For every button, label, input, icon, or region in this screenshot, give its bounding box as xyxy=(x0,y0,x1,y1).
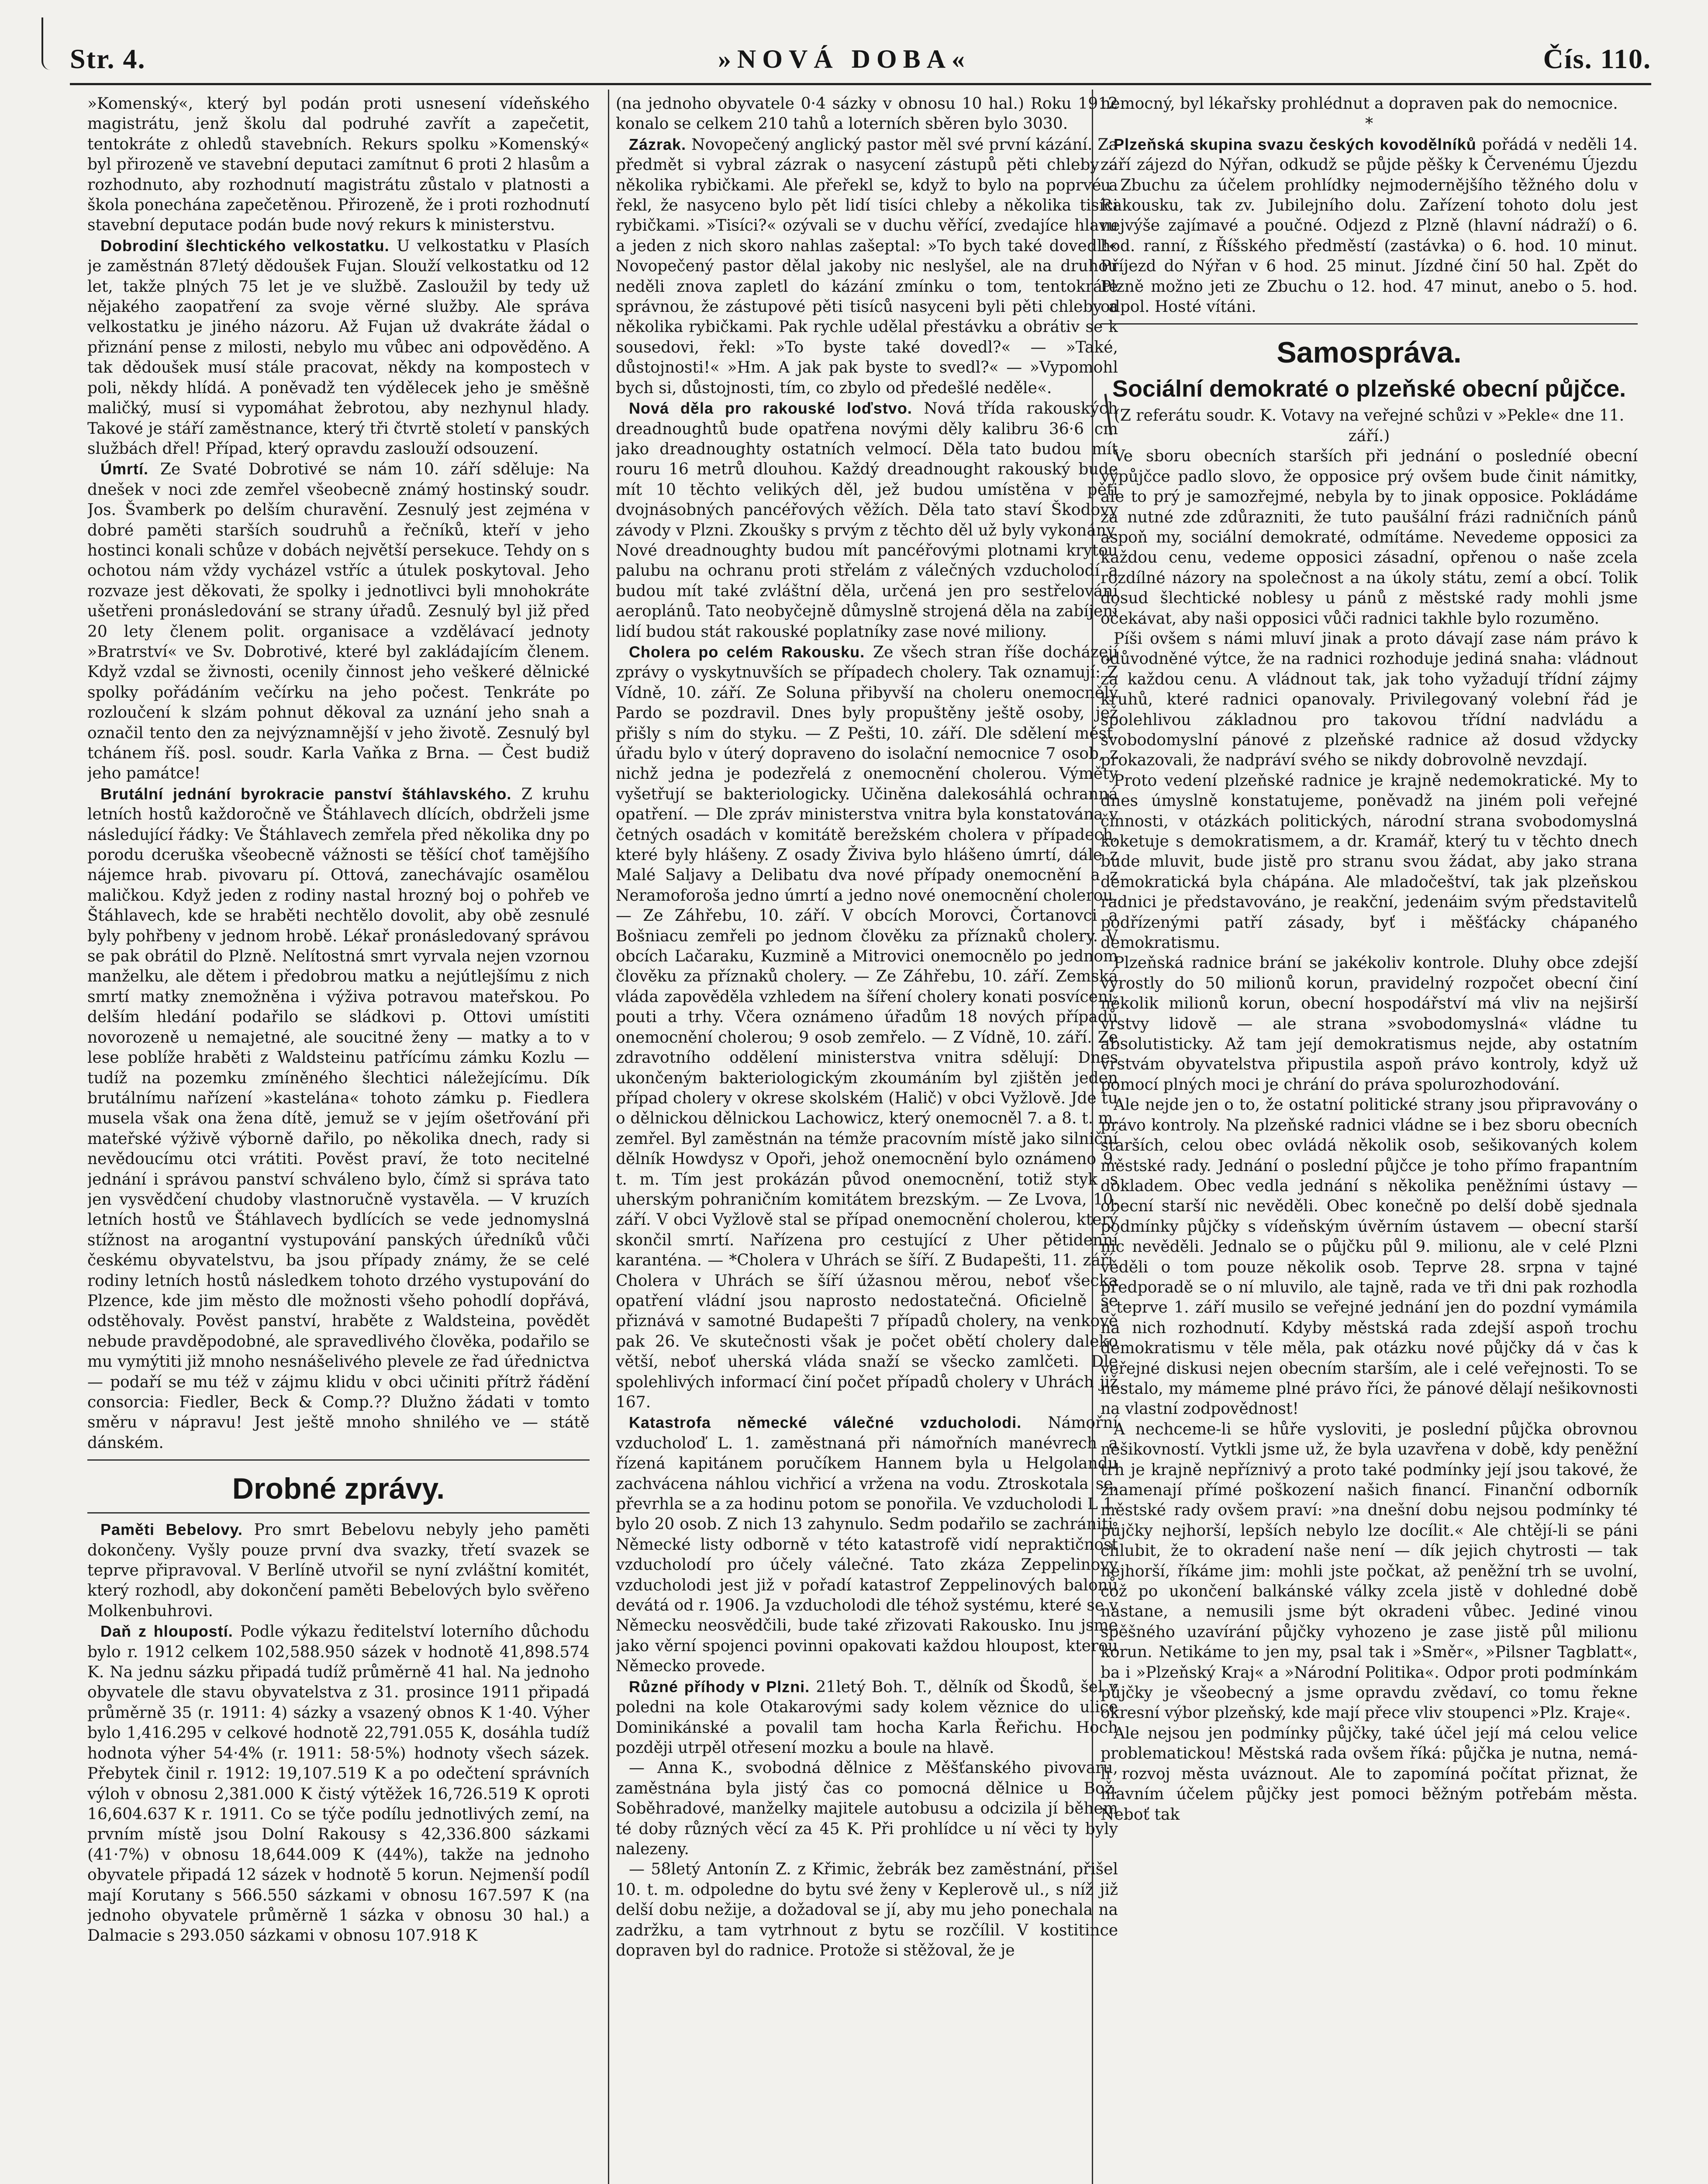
article-heading: Paměti Bebelovy. xyxy=(100,1521,243,1539)
article-text: Ze všech stran říše docházejí zprávy o vyskytnuvších se případech cholery. Tak oznamují: Z Vídně, 10. září. Ze Soluna přibyvší na choleru onemocnělý Pardo se pozdravil. Dnes byly propuštěny ještě osoby, jež přišly s ním do styku. — Z Pešti, 10. září. Dle sdělení měst. úřadu bylo v úterý dopraveno do isolační nemocnice 7 osob, z nichž jedna je podezřelá z onemocnění cholerou. Výměty vyšetřují se bakteriologicky. Učiněna dalekosáhlá ochranná opatření. — Dle zpráv ministerstva vnitra byla konstatována v četných osadách v komitátě berežském cholera v případech, které byly hlášeny. Z osady Živiva bylo hlášeno úmrtí, dále z Malé Saljavy a Delibatu dva nové případy onemocnění a z Neramoforoša jedno úmrtí a jedno nové onemocnění cholerou. — Ze Záhřebu, 10. září. V obcích Morovci, Čortanovci a Bošniacu zemřeli po jednom člověku za příznaků cholery. V obcích Lačaraku, Kuzmině a Mitrovici onemocnělo po jednom člověku za příznaků cholery. — Ze Záhřebu, 10. září. Zemská vláda zapověděla vzhledem na šíření cholery konati posvícení, pouti a trhy. Včera oznámeno úřadům 18 nových případů onemocnění cholerou; 9 osob zemřelo. — Z Vídně, 10. září. Ze zdravotního oddělení ministerstva vnitra sdělují: Dnes ukončeným bakteriologickým zkoumáním byl zjištěn jeden případ cholery v okrese skolském (Halič) v obci Vyžlově. Jde tu o dělnickou dělnickou Lachowicz, který onemocněl 7. a 8. t. m. zemřel. Byl zaměstnán na témže pracovním místě jako silniční dělník Howdysz v Opoři, jehož onemocnění bylo oznámeno 9. t. m. Tím jest prokázán původ onemocnění, totiž styk s uherským pohraničním komitátem brezským. — Ze Lvova, 10. září. V obci Vyžlově stal se případ onemocnění cholerou, který skončil smrtí. Nařízena pro cestující z Uher pětidenní karanténa. — *Cholera v Uhrách se šíří. Z Budapešti, 11. září. Cholera v Uhrách se šíří úžasnou měrou, neboť všecka opatření vládní jsou naprosto nedostatečná. Oficielně se přiznává v samotné Budapešti 7 případů cholery, na venkově pak 26. Ve skutečnosti však je počet obětí cholery daleko větší, neboť uherská vláda snaží se všecko zamlčeti. Dle spolehlivých informací činí počet případů cholery v Uhrách již 167. xyxy=(616,643,1118,1411)
separator-star: * xyxy=(1365,115,1373,133)
article-text: nemocný, byl lékařsky prohlédnut a dopraven pak do nemocnice. xyxy=(1101,95,1618,113)
article-text: Z kruhu letních hostů každoročně ve Štáhlavech dlících, obdrželi jsme následující řádky: Ve Štáhlavech zemřela před několika dny po porodu dceruška všeobecně vážnosti se těšící choť tamějšího nájemce hrab. pivovaru pí. Ottová, zanechávajíc osamělou maličkou. Když jeden z rodiny nastal hrozný boj o pohřeb ve Štáhlavech, kde se hraběti nechtělo dovolit, aby obě zesnulé byly pohřbeny v jednom hrobě. Lékař pronásledovaný správou se pak obrátil do Plzně. Nelítostná smrt vyrvala nejen vzornou manželku, ale dětem i předobrou matku a nejútlejšímu z nich smrtí matky znemožněna i výživa potravou mateřskou. Po delším hledání podařilo se sládkovi p. Ottovi umístiti novorozeně u nemajetné, ale soucitné ženy — matky a to v lese poblíže hraběti z Waldsteinu patřícímu zámku Kozlu — tudíž na pozemku zmíněného šlechtici náležejícímu. Dík brutálnímu nařízení »kastelána« tohoto zámku p. Fiedlera musela však ona žena dítě, jemuž se v jejím ošetřování při mateřské výživě výborně dařilo, po několika dnech, rady si nevědoucímu otci vrátiti. Pověst praví, že toto necitelné jednání i správou panství schváleno bylo, čímž si správa tato jen vysvědčení chudoby vlastnoručně vystavěla. — V kruzích letních hostů ve Štáhlavech bydlících se vede jednomyslná stížnost na arogantní vystupování panských úředníků vůči českému obyvatelstvu, ba jsou případy známy, že se celé rodiny letních hostů následkem tohoto drzého vystupování do Plzence, kde jim město dle možnosti všeho pohodlí dopřává, odstěhovaly. Pověst panství, hraběte z Waldsteina, povědět nebude pravděpodobné, ale spravedlivého člověka, podařilo se mu vymýtiti již mnoho nesnášelivého plevele ze řad úřednictva — podaří se mu též v zájmu klidu v obci učiniti přítrž řádění consorcia: Fiedler, Beck & Comp.?? Dlužno žádati v tomto směru v nápravu! Jest ještě mnoho shnilého ve — státě dánském. xyxy=(87,785,590,1452)
article-heading: Plzeňská skupina svazu českých kovodělníků xyxy=(1114,135,1477,153)
article-text: Pro smrt Bebelovu nebyly jeho paměti dokončeny. Vyšly pouze první dva svazky, třetí svazek se teprve připravoval. V Berlíně utvořil se nyní zvláštní komitét, který rozhodl, aby dokončení paměti Bebelových bylo svěřeno Molkenbuhrovi. xyxy=(87,1521,590,1620)
issue-number: Čís. 110. xyxy=(1543,43,1651,74)
margin-pencil-mark xyxy=(41,17,54,70)
article-heading: Dobrodiní šlechtického velkostatku. xyxy=(100,236,390,255)
article-body xyxy=(87,459,590,784)
section-title: Drobné zprávy. xyxy=(232,1472,445,1506)
article-heading: Brutální jednání byrokracie panství štáhlavského. xyxy=(100,784,512,803)
header-rule xyxy=(70,83,1651,85)
article-text: Podle výkazu ředitelství loterního důchodu bylo r. 1912 celkem 102,588.950 sázek v hodnotě 41,898.574 K. Na jednu sázku připadá tudíž průměrně 41 hal. Na jednoho obyvatele dle stavu obyvatelstva z 31. prosince 1911 připadá průměrně 35 (r. 1911: 4) sázky a vsazený obnos K 1·40. Výher bylo 1,416.295 v celkové hodnotě 22,791.055 K, dosáhla tudíž hodnota výher 54·4% (r. 1911: 58·5%) hodnoty všech sázek. Přebytek činil r. 1912: 19,107.519 K a po odečtení správních výloh v obnosu 2,381.000 K čistý výtěžek 16,726.519 K oproti 16,604.637 K r. 1911. Co se týče podílu jednotlivých zemí, na prvním místě jsou Dolní Rakousy s 42,336.800 sázkami (41·7%) v obnosu 18,644.009 K (44%), takže na jednoho obyvatele připadá 12 sázek v hodnotě 5 korun. Nejmenší podíl mají Korutany s 566.550 sázkami v obnosu 167.597 K (na jednoho obyvatele průměrně 1 sázka v obnosu 30 hal.) a Dalmacie s 293.050 sázkami v obnosu 107.918 K xyxy=(87,1623,590,1945)
article-body xyxy=(616,398,1118,642)
article-heading: Cholera po celém Rakousku. xyxy=(629,643,865,661)
article-body xyxy=(1101,135,1638,318)
article-body xyxy=(616,642,1118,1413)
section-rule xyxy=(87,1512,590,1514)
article-text: Ale nejde jen o to, že ostatní politické strany jsou připravovány o právo kontroly. Na plzeňské radnici vládne se i bez sboru obecních starších, celou obec ovládá několik osob, sešikovaných kolem městské rady. Jednání o poslední půjčce je toho přímo frapantním dokladem. Obec vedla jednání s několika peněžními ústavy — obecní starší nic nevěděli. Obec konečně po delší době sjednala podmínky půjčky s vídeňským úvěrním ústavem — obecní starší nic nevěděli. Jednalo se o půjčku půl 9. milionu, ale v celé Plzni věděli o tom pouze několik osob. Teprve 28. srpna v tajné předporadě se o ní mluvilo, ale tajně, rada ve tři dni pak rozhodla a teprve 1. září musilo se veřejné jednání jen do pozdní vymámila na nich rozhodnutí. Kdyby městská rada zdejší aspoň trochu demokratismu v těle měla, pak otázku nové půjčky dá v čas k veřejné diskusi nejen obecním starším, ale i celé veřejnosti. To se nestalo, my mámeme plné právo říci, že pánové dělají nešikovnosti na vlastní zodpovědnost! xyxy=(1101,1096,1638,1418)
article-heading: Nová děla pro rakouské loďstvo. xyxy=(629,399,912,418)
article-text: Ale nejsou jen podmínky půjčky, také účel její má celou velice problematickou! Městská rada ovšem říká: půjčka je nutna, nemá-li rozvoj města uváznout. Ale to zapomíná počítat přiznat, že hlavním účelem půjčky jest pomoci běžným potřebám města. Neboť tak xyxy=(1101,1724,1638,1824)
article-body xyxy=(616,1413,1118,1676)
page-number: Str. 4. xyxy=(70,43,146,74)
article-text: Novopečený anglický pastor měl své první kázání. Za předmět si vybral zázrak o nasycení zástupů pěti chleby a několika rybičkami. Ale přeřekl se, když to bylo na poprvé a řekl, že nasyceno bylo pět lidí tisíci chleby a několika tisíci rybičkami. »Tisíci?« ozývali se v duchu věřící, zvedajíce hlavu a jeden z nich skoro nahlas zašeptal: »To bych také dovedl!« Novopečený pastor dělal jakoby nic neslyšel, ale na druhou neděli znova zapletl do kázání zmínku o tom, tentokráte správnou, že zástupové pěti tisíců nasyceni byli pěti chleby a několika rybičkami. Pak rychle udělal přestávku a obrátiv se k sousedovi, řekl: »To byste také dovedl?« — »Také, důstojnosti!« »Hm. A jak pak byste to svedl?« — »Vypomohl bych si, důstojnosti, tím, co zbylo od předešlé neděle«. xyxy=(616,135,1118,397)
section-rule xyxy=(87,1459,590,1461)
section-rule xyxy=(1101,323,1638,325)
article-heading: Různé příhody v Plzni. xyxy=(629,1677,810,1696)
article-byline: (Z referátu soudr. K. Votavy na veřejné schůzi v »Pekle« dne 11. září.) xyxy=(1114,407,1625,445)
article-text: Ze Svaté Dobrotivé se nám 10. září sděluje: Na dnešek v noci zde zemřel všeobecně známý hostinský soudr. Jos. Švamberk po delším churavění. Zesnulý jest zejména v dobré paměti starších soudruhů a řečníků, kteří v jeho hostinci konali schůze v dobách největší persekuce. Tehdy on s ochotou nám vždy vycházel vstříc a útulek poskytoval. Jeho rozvaze jest děkovati, že spolky i jednotlivci byli mnohokráte ušetřeni pronásledování se strany úřadů. Zesnulý byl již před 20 lety členem polit. organisace a vzdělávací jednoty »Bratrství« ve Sv. Dobrotivé, které byl zakládajícím členem. Když vzdal se živnosti, ocenily činnost jeho veškeré dělnické spolky pořádáním večírku na jeho počest. Tenkráte po rozloučení k slzám pohnut děkoval za uznání jeho snah a označil tento den za nejvýznamnější v jeho životě. Zesnulý byl tchánem říš. posl. soudr. Karla Vaňka z Brna. — Čest budiž jeho památce! xyxy=(87,460,590,783)
article-heading: Zázrak. xyxy=(629,135,687,153)
article-text: Proto vedení plzeňské radnice je krajně nedemokratické. My to dnes úmyslně konstatujeme, poněvadž na jiném poli veřejné činnosti, v otázkách politických, národní strana svobodomyslná koketuje s demokratismem, a dr. Kramář, který tu v těchto dnech bude mluvit, bude jistě pro stranu svou žádat, aby jako strana demokratická byla chápána. Ale mladočeštví, tak jak plzeňskou radnici je představováno, je reakční, jedenáim svým představitelů podřízenými patří zásady, byť i měšťácky chápaného demokratismu. xyxy=(1101,771,1638,952)
article-text: — Anna K., svobodná dělnice z Měšťanského pivovaru, zaměstnána byla jistý čas co pomocná dělnice u Bož. Soběhradové, manželky majitele autobusu a odcizila jí během té doby různých věcí za 45 K. Při prohlídce u ní věci ty byly nalezeny. xyxy=(616,1759,1118,1858)
article-text: (na jednoho obyvatele 0·4 sázky v obnosu 10 hal.) Roku 1912 konalo se celkem 210 tahů a loterních sběren bylo 3030. xyxy=(616,95,1118,133)
column-2 xyxy=(616,94,1118,2184)
article-text: Ve sboru obecních starších při jednání o posledníé obecní výpůjčce padlo slovo, že opposice prý ovšem bude činit námitky, ale to prý je samozřejmé, nebyla by to jinak opposice. Pokládáme za nutné zde zdůrazniti, že tuto paušální frázi radničních pánů aspoň my, sociální demokraté, odmítáme. Nevedeme opposici za každou cenu, vedeme opposici zásadní, opřenou o naše zcela rozdílné názory na společnost a na úkoly státu, zemí a obcí. Tolik dosud šlechtické noblesy u pánů z městské rady mohli jsme očekávat, aby naši opposici vůči radnici takhle bylo rozuměno. xyxy=(1101,447,1638,628)
article-body xyxy=(87,1520,590,1621)
article-text: »Komenský«, který byl podán proti usnesení vídeňského magistrátu, jenž školu dal podruhé zavřít a zapečetit, tentokráte z ohledů stavebních. Rekurs spolku »Komenský« byl přirozeně ve stavební deputaci zamítnut 6 proti 2 hlasům a rozhodnuto, aby rozhodnutí magistrátu zůstalo v platnosti a škola ponechána zapečetěnou. Přirozeně, že i proti rozhodnutí stavební deputace podán bude nový rekurs k ministerstvu. xyxy=(87,95,590,235)
section-title: Samospráva. xyxy=(1277,336,1462,370)
article-text: 21letý Boh. T., dělník od Škodů, šel v poledni na kole Otakarovými sady kolem věznice do ulice Dominikánské a povalil tam hocha Karla Řeřichu. Hoch později utrpěl otřesení mozku a boule na hlavě. xyxy=(616,1678,1118,1757)
article-text: Píši ovšem s námi mluví jinak a proto dávají zase nám právo k odůvodněné výtce, že na radnici rozhoduje jediná snaha: vládnout za každou cenu. A vládnout tak, jak toho vyžadují třídní zájmy kruhů, které radnici opanovaly. Privilegovaný volební řád je spolehlivou základnou pro takovou třídní nadvládu a svobodomyslní pánové z plzeňské radnice až dosud vždycky prokazovali, že nadpráví svého se nikdy dobrovolně nevzdají. xyxy=(1101,629,1638,770)
article-heading: Daň z hloupostí. xyxy=(100,1622,233,1641)
article-text: U velkostatku v Plasích je zaměstnán 87letý dědoušek Fujan. Slouží velkostatku od 12 let, takže plných 75 let je ve službě. Zasloužil by tedy už nějakého zaopatření za svoje věrné služby. Ale správa velkostatku je jiného názoru. Až Fujan už dvakráte žádal o přiznání pense z milosti, nebylo mu vůbec ani odpověděno. A tak dědoušek musí stále pracovat, někdy na kompostech v poli, někdy hlídá. A poněvadž ten výdělecek jeho je směšně maličký, musí si vypomáhat žebrotou, aby nezhynul hlady. Takové je stáří zaměstnance, který tři čtvrtě století v panských službách dřel! Případ, který opravdu zaslouží odsouzení. xyxy=(87,237,590,458)
column-3 xyxy=(1101,94,1638,2184)
page-header xyxy=(70,41,1651,76)
article-text: Nová třída rakouských dreadnoughtů bude opatřena novými děly kalibru 36·6 cm jako dreadnoughty ostatních velmocí. Děla tato budou mít rouru 16 metrů dlouhou. Každý dreadnought rakouský bude mít 10 těchto velikých děl, jež budou umístěna v pěti dvojnásobných pancéřových věžích. Děla tato staví Škodovy závody v Plzni. Zkoušky s prvým z těchto děl už byly vykonány. Nové dreadnoughty budou mít pancéřovými plotnami krytou palubu na ochranu proti střelám z válečných vzducholodí a budou mít také zvláštní děla, určená jen pro sestřelování aeroplánů. Tato neobyčejně důmyslně strojená děla na zabíjení lidí budou stát rakouské poplatníky zase nové miliony. xyxy=(616,400,1118,641)
article-body xyxy=(87,784,590,1453)
article-heading: Úmrtí. xyxy=(100,460,149,478)
article-text: — 58letý Antonín Z. z Křimic, žebrák bez zaměstnání, přišel 10. t. m. odpoledne do bytu své ženy v Keplerově ul., s níž již delší dobu nežije, a dožadoval se jí, aby mu jeho ponechala na zadržku, a tam vytrhnout z bytu se rozčílil. V kostitince dopraven byl do radnice. Protože si stěžoval, že je xyxy=(616,1860,1118,1959)
article-body xyxy=(616,135,1118,398)
article-text: Námořní vzducholoď L. 1. zaměstnaná při námořních manévrech a řízená kapitánem poručíkem Hannem byla u Helgolandu zachvácena náhlou vichřicí a vržena na vodu. Ztroskotala se, převrhla se a za hodinu potom se ponořila. Ve vzducholodi L 1. bylo 20 osob. Z nich 13 zahynulo. Sedm podařilo se zachrániti. Německé listy odborně v této katastrofě vidí nepraktičnost vzducholodí pro účely válečné. Tato zkáza Zeppelinovy vzducholodi jest již v pořadí katastrof Zeppelinových balonů devátá od r. 1906. Ja vzducholodi dle téhož systému, které se v Německu neosvědčili, bude také zřizovati Rakousko. Inu jsme jako věrní spojenci povinni opakovati každou hloupost, kterou Německo provede. xyxy=(616,1414,1118,1676)
article-title: Sociální demokraté o plzeňské obecní půjčce. xyxy=(1112,376,1626,402)
article-body xyxy=(616,1677,1118,1759)
article-body xyxy=(87,1621,590,1946)
article-text: A nechceme-li se hůře vysloviti, je poslední půjčka obrovnou nešikovností. Vytkli jsme už, že byla uzavřena v době, kdy peněžní trh je krajně nepříznivý a proto také podmínky její jsou takové, že znamenají přímé poškození našich financí. Finanční odborník městské rady ovšem praví: »na dnešní dobu nejsou podmínky té půjčky nejhorší, lepších nebylo lze docílit.« Ale chtějí-li se páni chlubit, že to okradení naše není — dík jejich chytrosti — tak nejhorší, říkáme jim: mohli jste počkat, až peněžní trh se uvolní, což po ukončení balkánské války zcela jistě v dohledné době nastane, a nemusili jsme být okradeni vůbec. Jediné vinou spěšného uzavírání půjčky vyhozeno je zase jistě půl milionu korun. Netikáme to jen my, psal tak i »Směr«, »Pilsner Tagblatt«, ba i »Plzeňský Kraj« a »Národní Politika«. Odpor proti podmínkám půjčky je všeobecný a jsme opravdu zvědaví, co tomu řekne okresní výbor plzeňský, kde mají přece vliv stoupenci »Plz. Kraje«. xyxy=(1101,1420,1638,1722)
article-text: pořádá v neděli 14. září zájezd do Nýřan, odkudž se půjde pěšky k Červenému Újezdu u Zbuchu za účelem prohlídky nejmodernějšího těžného dolu v Rakousku, tak zv. Jubilejního dolu. Zařízení tohoto dolu jest nejvýše zajímavé a poučné. Odjezd z Plzně (hlavní nádraží) o 6. hod. ranní, z Říšského předměstí (zastávka) o 6. hod. 10 minut. Příjezd do Nýřan v 6 hod. 25 minut. Jízdné činí 50 hal. Zpět do Plzně možno jeti ze Zbuchu o 12. hod. 47 minut, anebo o 5. hod. odpol. Hosté vítáni. xyxy=(1101,135,1638,316)
column-1 xyxy=(87,94,590,2184)
masthead-title: »NOVÁ DOBA« xyxy=(718,44,971,73)
article-heading: Katastrofa německé válečné vzducholodi. xyxy=(629,1413,1022,1432)
column-divider xyxy=(608,90,609,2184)
article-text: Plzeňská radnice brání se jakékoliv kontrole. Dluhy obce zdejší vyrostly do 50 milionů korun, pravidelný rozpočet obecní činí několik milionů korun, obecní hospodářství má vliv na nejširší vrstvy lidově — ale strana »svobodomyslná« vládne tu absolutisticky. Až tam její demokratismus nejde, aby ostatním vrstvám obyvatelstva připustila aspoň právo kontroly, když už pomocí plných moci je chrání do práva spolurozhodování. xyxy=(1101,954,1638,1094)
article-body xyxy=(87,236,590,459)
